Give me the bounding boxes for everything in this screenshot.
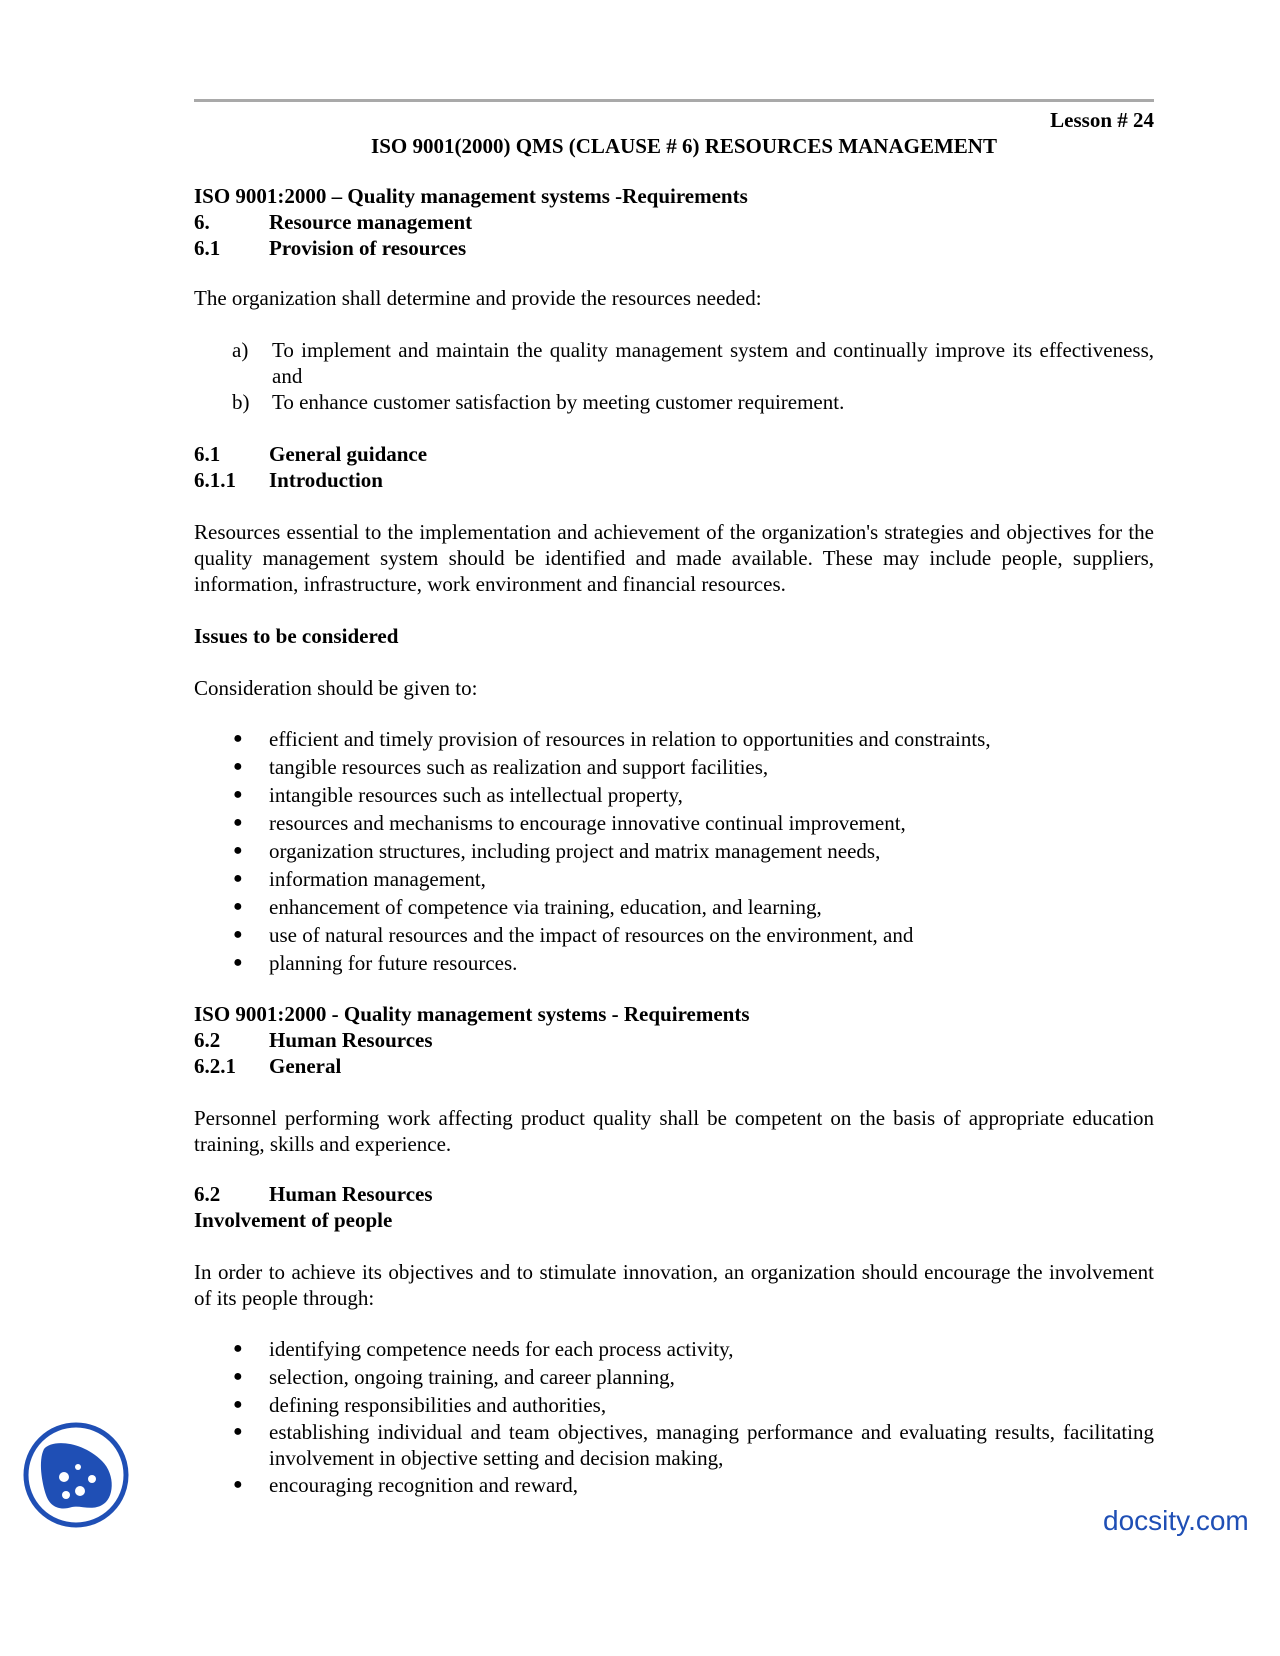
section-number: 6.1.1 bbox=[194, 468, 236, 492]
section-title: Resource management bbox=[269, 210, 473, 234]
list-item-text: efficient and timely provision of resources in relation to opportunities and constraints, bbox=[269, 727, 991, 751]
lesson-number: Lesson # 24 bbox=[1050, 108, 1154, 132]
bullet-icon: ● bbox=[233, 758, 243, 775]
subsection-heading bbox=[194, 1053, 1154, 1079]
bullet-icon: ● bbox=[233, 870, 243, 887]
standard-title: ISO 9001:2000 - Quality management systems - Requirements bbox=[194, 1002, 750, 1026]
section-title: Provision of resources bbox=[269, 236, 467, 260]
paragraph: Personnel performing work affecting product quality shall be competent on the basis of appropriate education training, skills and experience. bbox=[194, 1106, 1154, 1156]
bullet-icon: ● bbox=[233, 1423, 243, 1440]
list-item-text: encouraging recognition and reward, bbox=[269, 1473, 579, 1497]
section-title: General guidance bbox=[269, 442, 428, 466]
lettered-list bbox=[194, 337, 1154, 415]
bullet-icon: ● bbox=[233, 1368, 243, 1385]
standard-title: ISO 9001:2000 – Quality management systems -Requirements bbox=[194, 184, 748, 208]
document-title: ISO 9001(2000) QMS (CLAUSE # 6) RESOURCES MANAGEMENT bbox=[371, 134, 997, 158]
list-item-text: use of natural resources and the impact of resources on the environment, and bbox=[269, 923, 914, 947]
list-item bbox=[194, 725, 1154, 753]
bullet-icon: ● bbox=[233, 954, 243, 971]
section-heading bbox=[194, 209, 1154, 235]
section-heading bbox=[194, 441, 1154, 467]
bullet-icon: ● bbox=[233, 1476, 243, 1493]
list-item bbox=[194, 1335, 1154, 1363]
list-item-text: organization structures, including project and matrix management needs, bbox=[269, 839, 881, 863]
list-item bbox=[194, 809, 1154, 837]
section-heading bbox=[194, 1027, 1154, 1053]
header-rule bbox=[194, 99, 1154, 102]
list-item-text: defining responsibilities and authorities, bbox=[269, 1393, 607, 1417]
paragraph: Consideration should be given to: bbox=[194, 676, 478, 700]
list-item bbox=[194, 837, 1154, 865]
docsity-brand-link[interactable]: docsity.com bbox=[1103, 1505, 1249, 1536]
list-item bbox=[194, 1363, 1154, 1391]
section-number: 6.2 bbox=[194, 1182, 221, 1206]
list-item bbox=[194, 337, 1154, 389]
section-number: 6.1 bbox=[194, 236, 221, 260]
section-heading bbox=[194, 1181, 1154, 1207]
subsection-heading bbox=[194, 235, 1154, 261]
document-page bbox=[194, 107, 1154, 1499]
section-number: 6.1 bbox=[194, 442, 221, 466]
section-title: Human Resources bbox=[269, 1028, 433, 1052]
section-title: Introduction bbox=[269, 468, 383, 492]
bullet-icon: ● bbox=[233, 786, 243, 803]
list-item bbox=[194, 389, 1154, 415]
section-title: General bbox=[269, 1054, 342, 1078]
section-number: 6.2 bbox=[194, 1028, 221, 1052]
list-item-text: intangible resources such as intellectual property, bbox=[269, 783, 683, 807]
docsity-logo-icon[interactable] bbox=[22, 1421, 130, 1529]
bullet-icon: ● bbox=[233, 730, 243, 747]
paragraph: Resources essential to the implementation and achievement of the organization's strategies and objectives for the quality management system should be identified and made available. These may include people, suppliers, information, infrastructure, work environment and financial resources. bbox=[194, 520, 1154, 596]
section-number: 6. bbox=[194, 210, 210, 234]
issues-heading: Issues to be considered bbox=[194, 624, 399, 648]
bullet-icon: ● bbox=[233, 842, 243, 859]
list-marker: b) bbox=[232, 390, 250, 414]
list-item bbox=[194, 1471, 1154, 1499]
list-item bbox=[194, 921, 1154, 949]
list-item bbox=[194, 753, 1154, 781]
bullet-list bbox=[194, 725, 1154, 977]
section-title: Human Resources bbox=[269, 1182, 433, 1206]
list-item-text: To enhance customer satisfaction by meeting customer requirement. bbox=[272, 390, 845, 414]
bullet-icon: ● bbox=[233, 1340, 243, 1357]
list-item bbox=[194, 865, 1154, 893]
list-item-text: enhancement of competence via training, education, and learning, bbox=[269, 895, 822, 919]
list-item-text: identifying competence needs for each process activity, bbox=[269, 1337, 734, 1361]
list-item bbox=[194, 949, 1154, 977]
subsection-title: Involvement of people bbox=[194, 1208, 393, 1232]
bullet-icon: ● bbox=[233, 926, 243, 943]
bullet-list bbox=[194, 1335, 1154, 1499]
list-item bbox=[194, 1419, 1154, 1471]
bullet-icon: ● bbox=[233, 1396, 243, 1413]
subsection-heading bbox=[194, 467, 1154, 493]
list-item-text: planning for future resources. bbox=[269, 951, 518, 975]
list-item-text: selection, ongoing training, and career planning, bbox=[269, 1365, 675, 1389]
list-item-text: establishing individual and team objectives, managing performance and evaluating results, facilitating involvement in objective setting and decision making, bbox=[269, 1420, 1154, 1470]
paragraph: The organization shall determine and provide the resources needed: bbox=[194, 286, 762, 310]
list-item-text: information management, bbox=[269, 867, 486, 891]
section-number: 6.2.1 bbox=[194, 1054, 236, 1078]
list-item-text: tangible resources such as realization and support facilities, bbox=[269, 755, 769, 779]
list-item bbox=[194, 893, 1154, 921]
list-marker: a) bbox=[232, 338, 249, 362]
bullet-icon: ● bbox=[233, 814, 243, 831]
list-item bbox=[194, 781, 1154, 809]
list-item bbox=[194, 1391, 1154, 1419]
list-item-text: To implement and maintain the quality management system and continually improve its effectiveness, and bbox=[272, 338, 1154, 388]
bullet-icon: ● bbox=[233, 898, 243, 915]
paragraph: In order to achieve its objectives and to stimulate innovation, an organization should encourage the involvement of its people through: bbox=[194, 1260, 1154, 1310]
list-item-text: resources and mechanisms to encourage innovative continual improvement, bbox=[269, 811, 906, 835]
